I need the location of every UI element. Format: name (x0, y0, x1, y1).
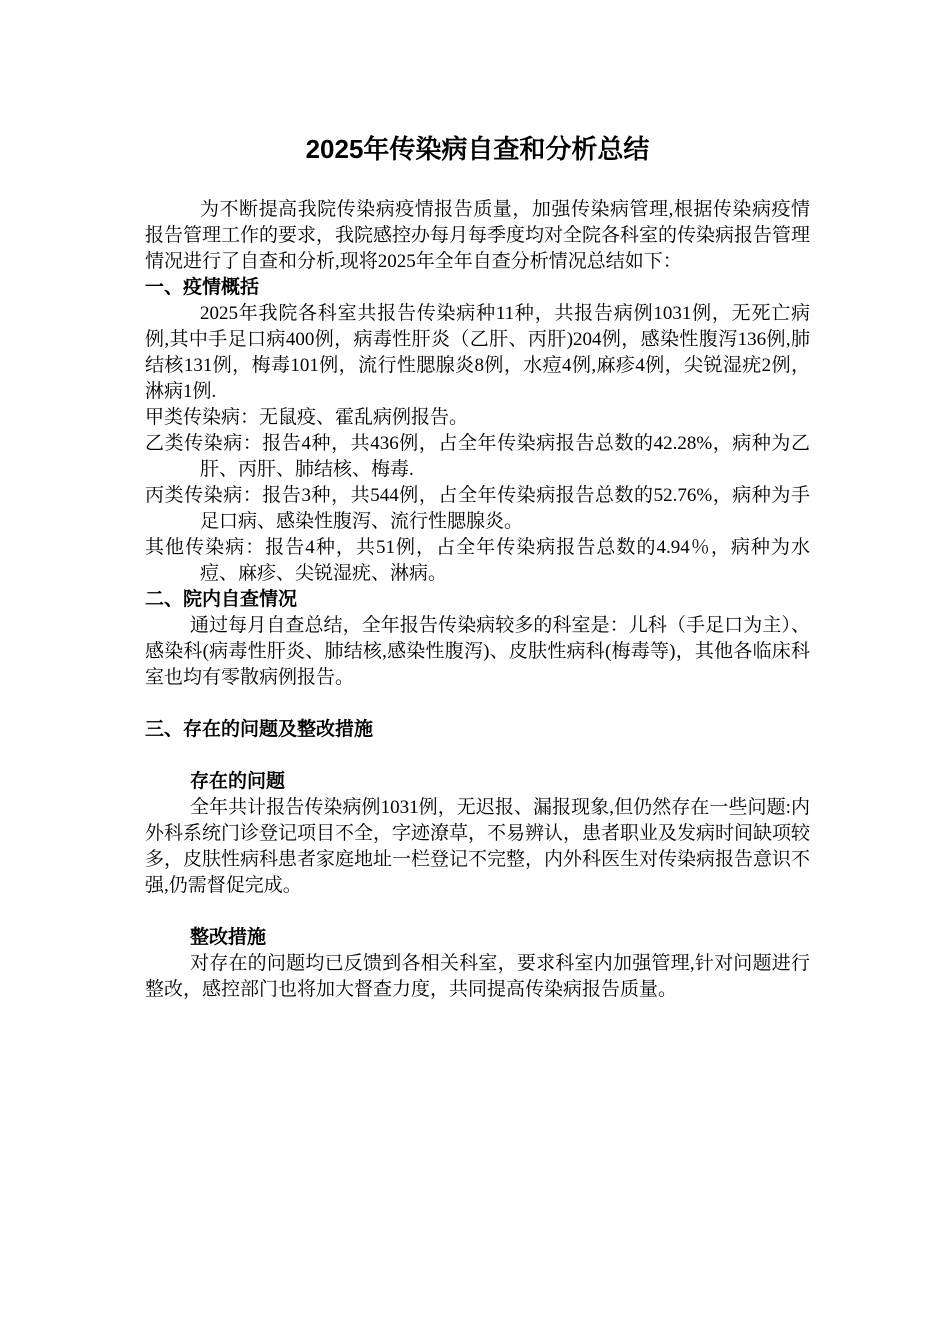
section-3-heading: 三、存在的问题及整改措施 (145, 719, 374, 740)
spacer (145, 743, 810, 769)
epidemic-summary-paragraph: 2025年我院各科室共报告传染病种11种，共报告病例1031例，无死亡病例,其中手足口病400例，病毒性肝炎（乙肝、丙肝)204例，感染性腹泻136例,肺结核131例，梅毒101例，流行性腮腺炎8例，水痘4例,麻疹4例，尖锐湿疣2例，淋病1例. (145, 303, 810, 402)
problems-paragraph: 全年共计报告传染病例1031例，无迟报、漏报现象,但仍然存在一些问题:内外科系统门诊登记项目不全，字迹潦草，不易辨认，患者职业及发病时间缺项较多，皮肤性病科患者家庭地址一栏登记不完整，内外科医生对传染病报告意识不强,仍需督促完成。 (145, 797, 811, 896)
other-diseases-paragraph: 其他传染病：报告4种，共51例，占全年传染病报告总数的4.94％，病种为水痘、麻疹、尖锐湿疣、淋病。 (145, 537, 810, 584)
class-c-paragraph: 丙类传染病：报告3种，共544例，占全年传染病报告总数的52.76%，病种为手足口病、感染性腹泻、流行性腮腺炎。 (145, 485, 810, 532)
intro-paragraph: 为不断提高我院传染病疫情报告质量，加强传染病管理,根据传染病疫情报告管理工作的要求，我院感控办每月每季度均对全院各科室的传染病报告管理情况进行了自查和分析,现将2025年全年自查分析情况总结如下： (145, 199, 811, 272)
spacer (145, 691, 810, 717)
spacer (145, 899, 810, 925)
class-a-paragraph: 甲类传染病：无鼠疫、霍乱病例报告。 (145, 407, 469, 428)
document-body (145, 197, 810, 1003)
measures-paragraph: 对存在的问题均已反馈到各相关科室，要求科室内加强管理,针对问题进行整改，感控部门也将加大督查力度，共同提高传染病报告质量。 (145, 953, 810, 1000)
problems-heading: 存在的问题 (190, 771, 286, 792)
section-2-heading: 二、院内自查情况 (145, 589, 298, 610)
measures-heading: 整改措施 (190, 927, 267, 948)
class-b-paragraph: 乙类传染病：报告4种，共436例，占全年传染病报告总数的42.28%，病种为乙肝、丙肝、肺结核、梅毒. (145, 433, 810, 480)
self-check-paragraph: 通过每月自查总结，全年报告传染病较多的科室是：儿科（手足口为主）、感染科(病毒性肝炎、肺结核,感染性腹泻)、皮肤性病科(梅毒等)，其他各临床科室也均有零散病例报告。 (145, 615, 810, 688)
document-title: 2025年传染病自查和分析总结 (305, 134, 650, 164)
section-1-heading: 一、疫情概括 (145, 277, 260, 298)
